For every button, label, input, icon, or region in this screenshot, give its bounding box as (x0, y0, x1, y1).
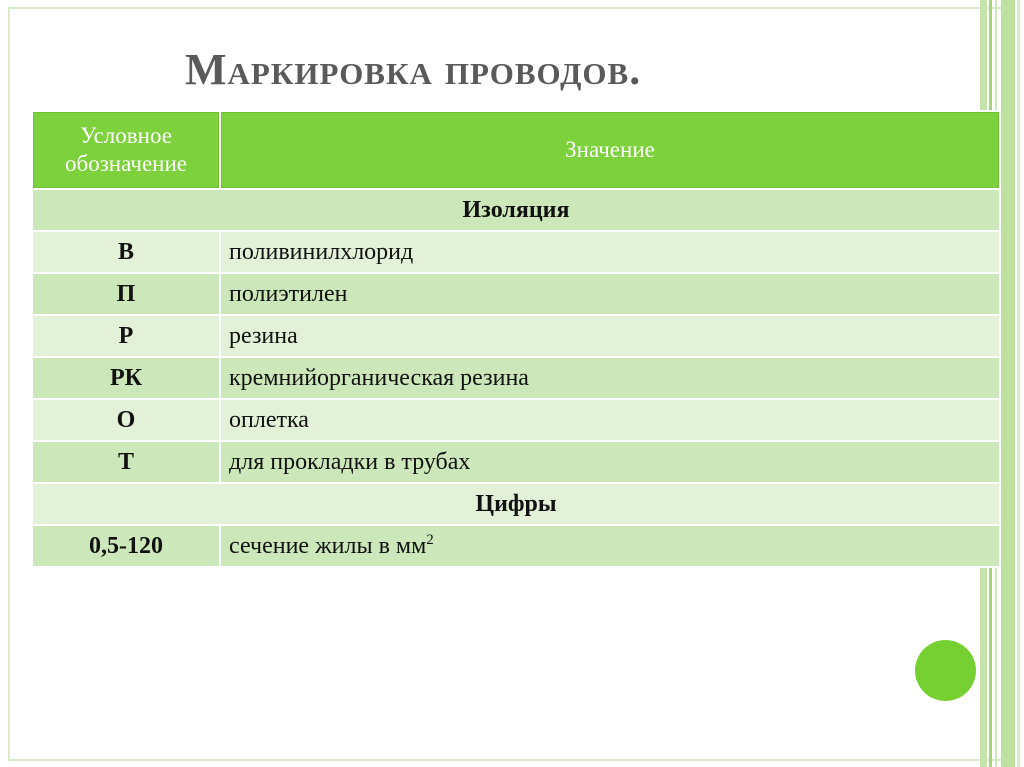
code-cell: Р (32, 315, 220, 357)
slide-title: Маркировка проводов. (185, 45, 642, 94)
meaning-cell (220, 525, 1000, 567)
header-meaning: Значение (220, 111, 1000, 189)
meaning-text: сечение жилы в мм (229, 533, 427, 559)
header-designation: Условное обозначение (32, 111, 220, 189)
meaning-cell: поливинилхлорид (220, 231, 1000, 273)
decor-circle (915, 640, 976, 701)
code-cell: 0,5-120 (32, 525, 220, 567)
wire-marking-table (31, 110, 1001, 568)
meaning-cell: резина (220, 315, 1000, 357)
table-header-row (32, 111, 1000, 189)
code-cell: Т (32, 441, 220, 483)
table-row (32, 525, 1000, 567)
code-cell: О (32, 399, 220, 441)
code-cell: РК (32, 357, 220, 399)
table-row (32, 441, 1000, 483)
meaning-cell: кремнийорганическая резина (220, 357, 1000, 399)
section-label: Изоляция (32, 189, 1000, 231)
section-row-digits (32, 483, 1000, 525)
table-row (32, 273, 1000, 315)
table-row (32, 357, 1000, 399)
meaning-cell: полиэтилен (220, 273, 1000, 315)
table-row (32, 315, 1000, 357)
superscript: 2 (426, 532, 434, 548)
decor-stripe (1001, 0, 1015, 767)
table-row (32, 399, 1000, 441)
meaning-cell: для прокладки в трубах (220, 441, 1000, 483)
meaning-cell: оплетка (220, 399, 1000, 441)
code-cell: П (32, 273, 220, 315)
code-cell: В (32, 231, 220, 273)
section-row-insulation (32, 189, 1000, 231)
section-label: Цифры (32, 483, 1000, 525)
decor-stripe (1017, 0, 1020, 767)
table-row (32, 231, 1000, 273)
